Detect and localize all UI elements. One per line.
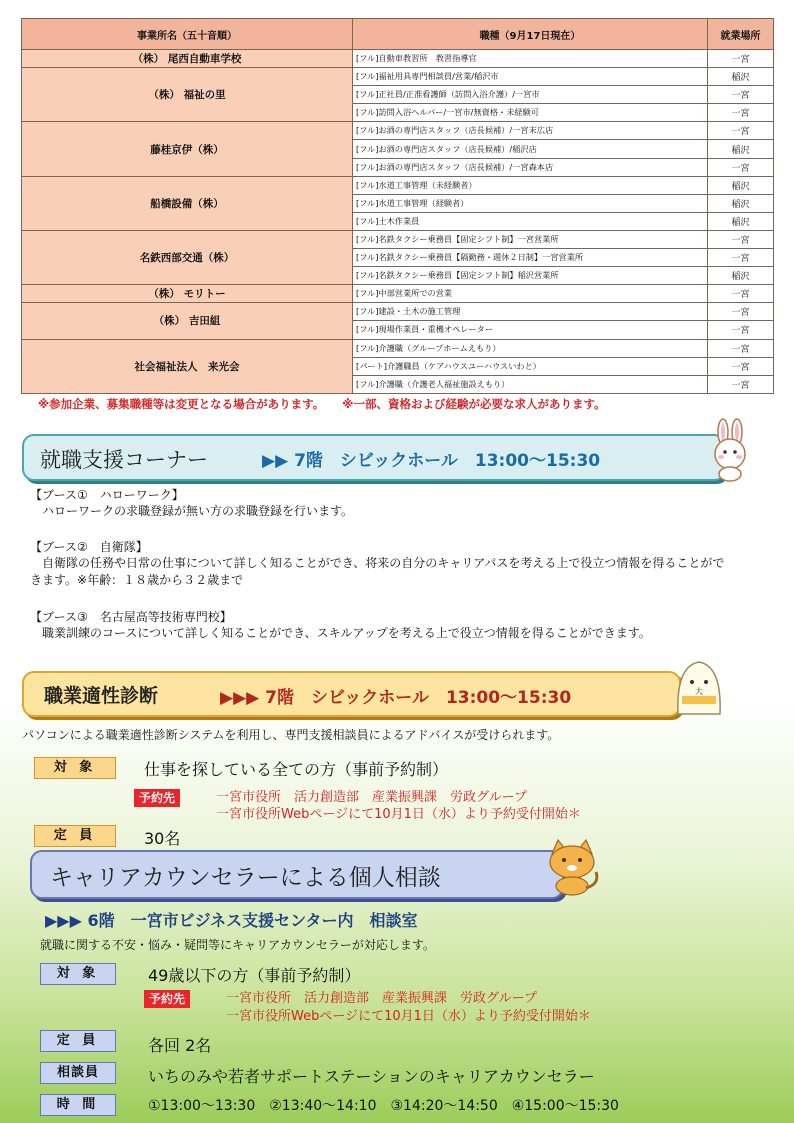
- work-location: 一宮: [708, 339, 774, 357]
- work-location: 稲沢: [708, 140, 774, 158]
- table-row: [22, 230, 774, 248]
- job-title: [フル]建設・土木の施工管理: [353, 303, 708, 321]
- company-name: 名鉄西部交通（株）: [22, 230, 353, 284]
- header-place: 就業場所: [708, 19, 774, 50]
- job-title: [フル]訪問入浴ヘルパー/一宮市/無資格・未経験可: [353, 104, 708, 122]
- job-title: [フル]水道工事管理（経験者）: [353, 194, 708, 212]
- job-table-body: [22, 50, 774, 394]
- table-header-row: [22, 19, 774, 50]
- rabbit-mascot-icon: [706, 418, 756, 482]
- aptitude-desc: パソコンによる職業適性診断システムを利用し、専門支援相談員によるアドバイスが受けられます。: [22, 728, 560, 742]
- support-corner-banner: [22, 434, 726, 481]
- work-location: 稲沢: [708, 68, 774, 86]
- header-job: 職種（9月17日現在）: [353, 19, 708, 50]
- notice-text: [38, 396, 606, 412]
- notice-left: ※参加企業、募集職種等は変更となる場合があります。: [38, 397, 325, 411]
- job-title: [フル]お酒の専門店スタッフ（店長候補）/稲沢店: [353, 140, 708, 158]
- career-capacity: 各回 2名: [148, 1036, 212, 1055]
- work-location: 一宮: [708, 303, 774, 321]
- aptitude-banner: [22, 671, 681, 717]
- ghost-mascot-icon: [670, 654, 728, 720]
- aptitude-info: ▶▶▶ 7階 シビックホール 13:00～15:30: [220, 688, 572, 708]
- job-title: [フル]介護職（介護老人福祉施設えもり）: [353, 375, 708, 393]
- table-row: [22, 50, 774, 68]
- booth1-title: 【ブース① ハローワーク】: [30, 488, 184, 502]
- work-location: 稲沢: [708, 194, 774, 212]
- work-location: 一宮: [708, 104, 774, 122]
- table-row: [22, 339, 774, 357]
- booth2-body: 自衛隊の任務や日常の仕事について詳しく知ることができ、将来の自分のキャリアパスを考える上で役立つ情報を得ることができます。※年齢：１８歳から３２歳まで: [30, 556, 725, 587]
- career-banner: [30, 850, 564, 899]
- career-counselor: いちのみや若者サポートステーションのキャリアカウンセラー: [148, 1067, 595, 1086]
- work-location: 一宮: [708, 357, 774, 375]
- job-title: [パート]介護職員（ケアハウスユーハウスいわと）: [353, 357, 708, 375]
- table-row: [22, 285, 774, 303]
- table-row: [22, 303, 774, 321]
- support-corner-title: 就職支援コーナー: [40, 448, 208, 472]
- work-location: 稲沢: [708, 212, 774, 230]
- company-name: 船橋設備（株）: [22, 176, 353, 230]
- aptitude-reserve-line1: 一宮市役所 活力創造部 産業振興課 労政グループ: [216, 790, 527, 805]
- job-title: [フル]名鉄タクシー乗務員【固定シフト制】一宮営業所: [353, 230, 708, 248]
- job-title: [フル]自動車教習所 教習指導官: [353, 50, 708, 68]
- work-location: 一宮: [708, 158, 774, 176]
- career-target-label: 対 象: [40, 963, 116, 985]
- career-reserve-line2: 一宮市役所Webページにて10月1日（水）より予約受付開始＊: [226, 1009, 591, 1024]
- company-name: （株） モリトー: [22, 285, 353, 303]
- job-title: [フル]中部営業所での営業: [353, 285, 708, 303]
- company-name: （株） 福祉の里: [22, 68, 353, 122]
- booth1-body: ハローワークの求職登録が無い方の求職登録を行います。: [42, 504, 354, 518]
- job-title: [フル]お酒の専門店スタッフ（店長候補）/一宮森本店: [353, 158, 708, 176]
- job-title: [フル]介護職（グループホームえもり）: [353, 339, 708, 357]
- work-location: 稲沢: [708, 176, 774, 194]
- svg-text:大: 大: [695, 687, 703, 696]
- career-capacity-label: 定 員: [40, 1030, 116, 1052]
- job-title: [フル]現場作業員・重機オペレーター: [353, 321, 708, 339]
- company-name: 藤桂京伊（株）: [22, 122, 353, 176]
- work-location: 一宮: [708, 50, 774, 68]
- aptitude-title: 職業適性診断: [44, 685, 159, 707]
- support-corner-info: ▶▶ 7階 シビックホール 13:00～15:30: [262, 451, 601, 471]
- career-title: キャリアカウンセラーによる個人相談: [50, 865, 441, 891]
- job-title: [フル]水道工事管理（未経験者）: [353, 176, 708, 194]
- career-desc: 就職に関する不安・悩み・疑問等にキャリアカウンセラーが対応します。: [40, 938, 435, 952]
- booth2-title: 【ブース② 自衛隊】: [30, 540, 148, 554]
- aptitude-target: 仕事を探している全ての方（事前予約制）: [144, 760, 449, 779]
- career-counselor-label: 相談員: [40, 1062, 116, 1084]
- work-location: 一宮: [708, 230, 774, 248]
- table-row: [22, 122, 774, 140]
- aptitude-target-label: 対 象: [34, 757, 116, 779]
- career-reserve-line1: 一宮市役所 活力創造部 産業振興課 労政グループ: [226, 991, 537, 1006]
- notice-right: ※一部、資格および経験が必要な求人があります。: [342, 397, 606, 411]
- career-times: ①13:00～13:30 ②13:40～14:10 ③14:20～14:50 ④15:00～15:30: [148, 1098, 619, 1114]
- job-title: [フル]土木作業員: [353, 212, 708, 230]
- career-reserve-tag: 予約先: [144, 990, 190, 1008]
- table-row: [22, 176, 774, 194]
- job-title: [フル]名鉄タクシー乗務員【隔勤務・週休２日制】一宮営業所: [353, 249, 708, 267]
- table-row: [22, 68, 774, 86]
- work-location: 一宮: [708, 86, 774, 104]
- company-name: （株） 吉田組: [22, 303, 353, 339]
- aptitude-capacity-label: 定 員: [34, 825, 116, 847]
- aptitude-reserve-line2: 一宮市役所Webページにて10月1日（水）より予約受付開始＊: [216, 807, 581, 822]
- work-location: 一宮: [708, 375, 774, 393]
- cat-mascot-icon: [540, 838, 604, 896]
- company-name: （株） 尾西自動車学校: [22, 50, 353, 68]
- booth3-body: 職業訓練のコースについて詳しく知ることができ、スキルアップを考える上で役立つ情報を得ることができます。: [42, 626, 651, 640]
- work-location: 稲沢: [708, 267, 774, 285]
- header-company: 事業所名（五十音順）: [22, 19, 353, 50]
- work-location: 一宮: [708, 122, 774, 140]
- work-location: 一宮: [708, 249, 774, 267]
- job-title: [フル]福祉用具専門相談員/営業/稲沢市: [353, 68, 708, 86]
- job-title: [フル]正社員/正准看護師（訪問入浴介護）/一宮市: [353, 86, 708, 104]
- career-target: 49歳以下の方（事前予約制）: [148, 966, 361, 985]
- career-time-label: 時 間: [40, 1094, 116, 1116]
- work-location: 一宮: [708, 321, 774, 339]
- aptitude-capacity: 30名: [144, 829, 181, 848]
- job-title: [フル]お酒の専門店スタッフ（店長候補）/一宮末広店: [353, 122, 708, 140]
- career-info: ▶▶▶ 6階 一宮市ビジネス支援センター内 相談室: [45, 911, 418, 930]
- job-title: [フル]名鉄タクシー乗務員【固定シフト制】稲沢営業所: [353, 267, 708, 285]
- work-location: 一宮: [708, 285, 774, 303]
- booth3-title: 【ブース③ 名古屋高等技術専門校】: [30, 610, 232, 624]
- aptitude-reserve-tag: 予約先: [134, 789, 180, 807]
- company-name: 社会福祉法人 来光会: [22, 339, 353, 393]
- job-listing-table: [21, 18, 774, 394]
